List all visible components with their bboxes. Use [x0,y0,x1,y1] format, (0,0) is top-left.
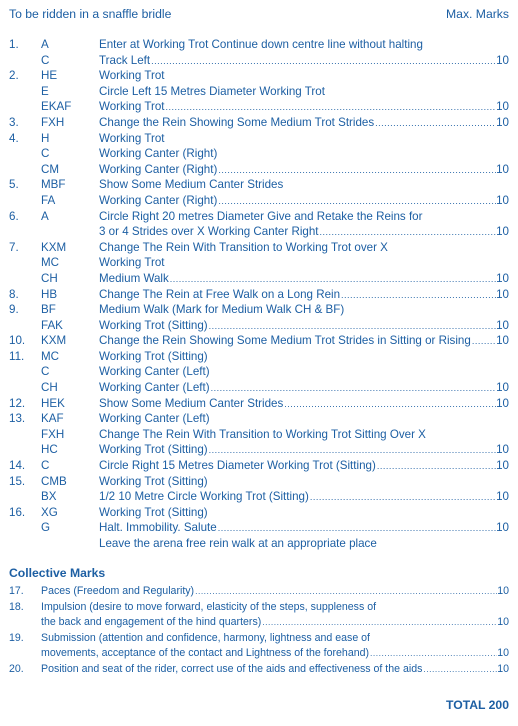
movement-description-line [99,474,509,490]
collective-mark-description-line [41,646,509,662]
movement-number: 2. [9,69,19,83]
dot-leader [341,288,496,304]
dot-leader [211,381,496,397]
movement-description-line [99,146,509,162]
movement-description-line [99,209,509,225]
arena-letters: MC [41,256,60,270]
movement-description-line [99,240,509,256]
movement-row [9,287,509,303]
movement-number: 3. [9,115,19,129]
movement-description-line [99,53,509,70]
movement-row [9,333,509,349]
collective-mark-description-line [41,631,509,647]
collective-mark-description-line [41,584,509,600]
collective-mark-number: 20. [9,662,24,675]
movement-description-line [99,37,509,53]
movement-description: Change The Rein at Free Walk on a Long Rein [99,287,341,301]
arena-letters: C [41,459,50,473]
movement-description-line [99,396,509,413]
collective-mark-number: 17. [9,585,24,597]
dot-leader [320,225,497,241]
collective-mark-number: 18. [9,600,24,613]
movement-row [9,318,509,334]
movement-number: 11. [9,349,25,363]
max-mark: 10 [496,318,509,332]
movement-row [9,177,509,193]
arena-letters: A [41,209,49,223]
movement-row [9,505,509,521]
collective-marks-title: Collective Marks [9,566,106,580]
movement-description-line [99,255,509,271]
movement-description: Working Canter (Right) [99,193,218,207]
movement-description: Change the Rein Showing Some Medium Trot Strides in Sitting or Rising [99,334,471,348]
movement-description-line [99,162,509,179]
movement-description: Working Canter (Right) [99,147,218,161]
movement-description-line [99,131,509,147]
movement-description-line [99,318,509,335]
arena-letters: XG [41,505,58,519]
arena-letters: FA [41,193,56,207]
movement-number: 1. [9,38,19,51]
movement-row [9,442,509,458]
dot-leader [151,54,496,70]
dot-leader [195,584,497,600]
movement-description: Show Some Medium Canter Strides [99,178,284,192]
dot-leader [166,100,497,116]
max-mark: 10 [496,521,509,535]
movement-description: Change The Rein With Transition to Working Trot Sitting Over X [99,427,426,441]
movement-description: Working Trot [99,256,165,270]
movement-row [9,68,509,84]
movement-row [9,193,509,209]
movement-description-line [99,302,509,318]
movement-description: Change The Rein With Transition to Working Trot over X [99,240,388,254]
movement-number: 9. [9,303,19,317]
movement-description-line [99,411,509,427]
movement-description: 3 or 4 Strides over X Working Canter Right [99,225,319,239]
movement-row [9,349,509,365]
collective-mark-row [9,646,509,662]
arena-letters: CH [41,271,58,285]
collective-mark-row [9,631,509,647]
dot-leader [284,397,496,413]
movement-description-line [99,193,509,210]
movement-description: Working Trot [99,131,165,145]
movement-description-line [99,99,509,116]
movement-number: 8. [9,287,19,301]
movement-description: Working Trot (Sitting) [99,318,208,332]
max-mark: 10 [496,100,509,114]
movement-row [9,209,509,225]
max-mark: 10 [496,459,509,473]
arena-letters: KXM [41,240,67,254]
movement-row [9,302,509,318]
movement-description: 1/2 10 Metre Circle Working Trot (Sitting) [99,490,309,504]
movement-description: Medium Walk (Mark for Medium Walk CH & BF) [99,303,345,317]
movement-number: 12. [9,396,26,410]
movement-row [9,255,509,271]
movement-description: Circle Right 15 Metres Diameter Working Trot (Sitting) [99,459,376,473]
collective-mark-description-line [41,662,509,678]
arena-letters: MBF [41,178,66,192]
arena-letters: CM [41,162,60,176]
movement-description-line [99,380,509,397]
movement-row [9,99,509,115]
movement-description-line [99,115,509,132]
movement-row [9,271,509,287]
collective-mark-number: 19. [9,631,24,644]
movement-row [9,240,509,256]
arena-letters: HEK [41,396,65,410]
arena-letters: KAF [41,412,64,426]
dot-leader [209,443,496,459]
collective-marks-section [9,565,509,677]
dot-leader [170,272,496,288]
movement-row [9,115,509,131]
arena-letters: HE [41,69,58,83]
arena-letters: BF [41,303,56,317]
max-marks-heading: Max. Marks [446,7,509,21]
movement-number: 10. [9,334,26,348]
dot-leader [218,521,496,537]
movement-description: Show Some Medium Canter Strides [99,396,284,410]
movement-row [9,364,509,380]
collective-mark-description: the back and engagement of the hind quarters) [41,616,262,628]
movement-number: 13. [9,412,26,426]
movement-description-line [99,349,509,365]
movement-description-line [99,489,509,506]
max-mark: 10 [497,647,509,659]
arena-letters: FXH [41,115,65,129]
max-mark: 10 [496,443,509,457]
collective-mark-description-line [41,600,509,616]
movement-description-line [99,442,509,459]
movement-row [9,411,509,427]
movement-number: 16. [9,505,26,519]
arena-letters: HC [41,443,58,457]
movement-number: 15. [9,474,26,488]
movement-description: Working Trot [99,69,165,83]
movement-number: 7. [9,240,19,254]
movement-description-line [99,505,509,521]
movement-row [9,427,509,443]
collective-marks-list [9,584,509,677]
movement-description: Circle Left 15 Metres Diameter Working Trot [99,84,325,98]
max-mark: 10 [496,334,509,348]
movement-description-line [99,458,509,475]
arena-letters: EKAF [41,100,72,114]
max-mark: 10 [496,381,509,395]
movement-number: 5. [9,178,19,192]
movement-row [9,396,509,412]
collective-mark-description: Impulsion (desire to move forward, elasticity of the steps, suppleness of [41,600,377,613]
movement-description-line [99,536,509,552]
dot-leader [423,662,497,678]
dot-leader [472,334,496,350]
movement-description-line [99,84,509,100]
collective-mark-row [9,600,509,616]
arena-letters: G [41,521,51,535]
movement-number: 6. [9,209,19,223]
arena-letters: C [41,147,50,161]
test-movements-list [9,37,509,552]
movement-row [9,37,509,53]
collective-mark-description: movements, acceptance of the contact and Lightness of the forehand) [41,647,370,659]
max-mark: 10 [496,271,509,285]
max-mark: 10 [496,225,509,239]
arena-letters: CH [41,381,58,395]
movement-description-line [99,520,509,537]
movement-row [9,53,509,69]
movement-description: Medium Walk [99,271,169,285]
movement-description: Track Left [99,53,151,67]
collective-mark-description: Paces (Freedom and Regularity) [41,585,195,597]
movement-row [9,458,509,474]
arena-letters: H [41,131,50,145]
movement-description-line [99,427,509,443]
movement-description-line [99,287,509,304]
max-mark: 10 [496,115,509,129]
arena-letters: MC [41,349,60,363]
max-mark: 10 [497,662,509,675]
movement-row [9,380,509,396]
max-mark: 10 [497,585,509,597]
arena-letters: HB [41,287,58,301]
movement-row [9,520,509,536]
movement-row [9,131,509,147]
movement-description-line [99,364,509,380]
movement-number: 14. [9,459,26,473]
movement-description-line [99,271,509,288]
movement-description: Working Trot [99,100,165,114]
arena-letters: FXH [41,427,65,441]
movement-description: Leave the arena free rein walk at an appropriate place [99,537,377,550]
max-mark: 10 [496,287,509,301]
dot-leader [209,319,496,335]
movement-description: Working Trot (Sitting) [99,349,208,363]
bridle-note: To be ridden in a snaffle bridle [9,7,172,21]
movement-description: Working Trot (Sitting) [99,443,208,457]
movement-description: Working Canter (Right) [99,162,218,176]
max-mark: 10 [496,396,509,410]
arena-letters: C [41,53,50,67]
movement-description: Working Canter (Left) [99,412,210,426]
movement-description: Change the Rein Showing Some Medium Trot Strides [99,115,375,129]
collective-mark-row [9,662,509,678]
arena-letters: FAK [41,318,63,332]
arena-letters: C [41,365,50,379]
movement-row [9,536,509,552]
movement-row [9,84,509,100]
movement-description-line [99,68,509,84]
movement-row [9,224,509,240]
movement-description-line [99,333,509,350]
collective-mark-description-line [41,615,509,631]
max-mark: 10 [496,490,509,504]
movement-description: Working Trot (Sitting) [99,505,208,519]
movement-row [9,489,509,505]
movement-description: Working Canter (Left) [99,365,210,379]
arena-letters: A [41,38,49,51]
collective-mark-description: Submission (attention and confidence, harmony, lightness and ease of [41,631,371,644]
movement-description: Halt. Immobility. Salute [99,521,217,535]
movement-description-line [99,177,509,193]
total-marks: TOTAL 200 [446,698,509,712]
movement-description: Working Canter (Left) [99,381,210,395]
dot-leader [375,116,496,132]
collective-mark-row [9,615,509,631]
collective-mark-description: Position and seat of the rider, correct use of the aids and effectiveness of the aids [41,662,423,675]
dot-leader [218,194,496,210]
movement-description: Circle Right 20 metres Diameter Give and Retake the Reins for [99,209,423,223]
dot-leader [377,459,496,475]
max-mark: 10 [496,162,509,176]
movement-description: Enter at Working Trot Continue down centre line without halting [99,38,423,51]
movement-row [9,162,509,178]
max-mark: 10 [496,193,509,207]
dot-leader [370,646,497,662]
dot-leader [262,615,497,631]
movement-description: Working Trot (Sitting) [99,474,208,488]
max-mark: 10 [497,616,509,628]
movement-row [9,146,509,162]
dot-leader [310,490,496,506]
movement-description-line [99,224,509,241]
dot-leader [218,163,496,179]
movement-row [9,474,509,490]
arena-letters: KXM [41,334,67,348]
arena-letters: CMB [41,474,67,488]
movement-number: 4. [9,131,19,145]
arena-letters: BX [41,490,57,504]
collective-mark-row [9,584,509,600]
arena-letters: E [41,84,49,98]
max-mark: 10 [496,53,509,67]
